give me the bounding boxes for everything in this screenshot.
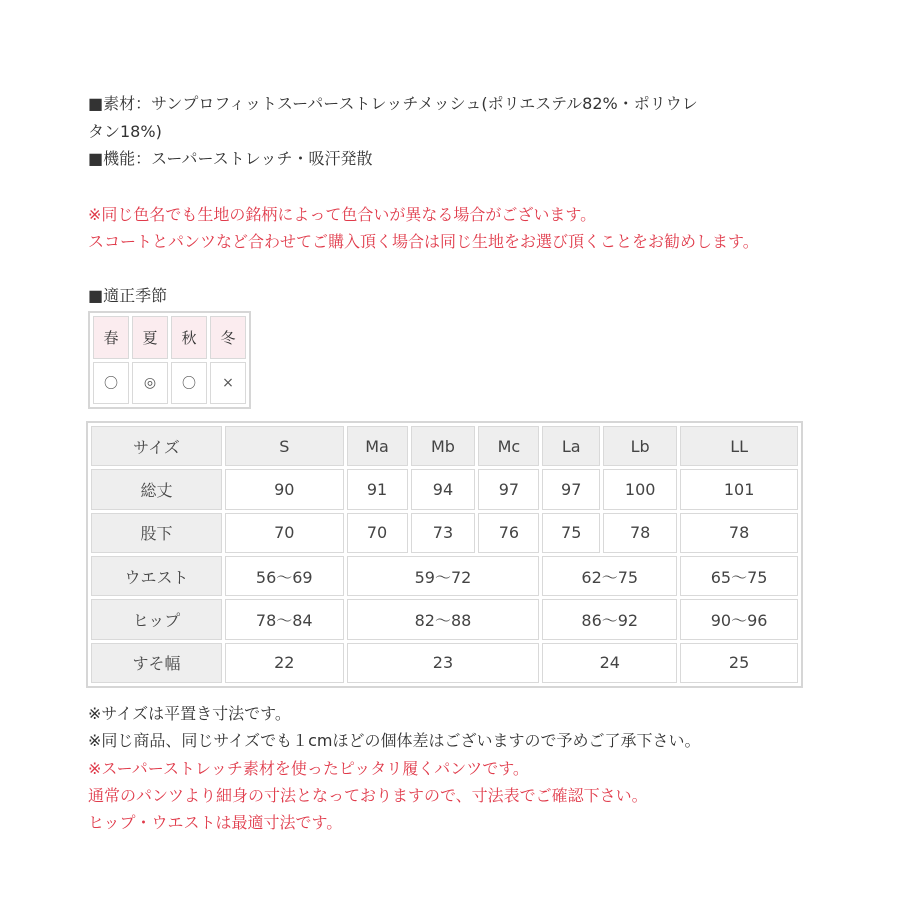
table-cell: 59〜72 — [347, 556, 540, 596]
table-cell: 25 — [680, 643, 798, 683]
table-cell: 101 — [680, 469, 798, 509]
season-header-summer: 夏 — [132, 316, 168, 359]
table-cell: 97 — [542, 469, 600, 509]
table-cell: 23 — [347, 643, 540, 683]
table-row — [91, 426, 798, 466]
table-cell: 90〜96 — [680, 599, 798, 639]
row-header-inseam: 股下 — [91, 513, 222, 553]
table-row — [91, 643, 798, 683]
season-mark-spring: 〇 — [93, 362, 129, 405]
table-cell: 70 — [347, 513, 408, 553]
table-cell: 78〜84 — [225, 599, 344, 639]
table-row — [91, 556, 798, 596]
material-line-cont: タン18%) — [88, 122, 162, 141]
size-header: Lb — [603, 426, 677, 466]
row-header-size: サイズ — [91, 426, 222, 466]
color-note: スコートとパンツなど合わせてご購入頂く場合は同じ生地をお選び頂くことをお勧めします。 — [88, 232, 759, 251]
table-cell: 56〜69 — [225, 556, 344, 596]
season-mark-autumn: 〇 — [171, 362, 207, 405]
row-header-total-length: 総丈 — [91, 469, 222, 509]
footer-red-note: 通常のパンツより細身の寸法となっておりますので、寸法表でご確認下さい。 — [88, 786, 648, 805]
season-header-winter: 冬 — [210, 316, 246, 359]
table-cell: 22 — [225, 643, 344, 683]
season-mark-summer: ◎ — [132, 362, 168, 405]
color-note: ※同じ色名でも生地の銘柄によって色合いが異なる場合がございます。 — [88, 205, 597, 224]
table-cell: 91 — [347, 469, 408, 509]
table-row — [91, 469, 798, 509]
table-cell: 75 — [542, 513, 600, 553]
table-cell: 24 — [542, 643, 677, 683]
table-cell: 86〜92 — [542, 599, 677, 639]
season-header-spring: 春 — [93, 316, 129, 359]
table-cell: 90 — [225, 469, 344, 509]
table-cell: 94 — [411, 469, 476, 509]
table-row — [91, 513, 798, 553]
footer-note: ※同じ商品、同じサイズでも１cmほどの個体差はございますので予めご了承下さい。 — [88, 731, 701, 750]
table-cell: 65〜75 — [680, 556, 798, 596]
size-header: Mc — [478, 426, 539, 466]
table-cell: 78 — [603, 513, 677, 553]
table-cell: 97 — [478, 469, 539, 509]
size-table — [86, 421, 803, 688]
size-header: LL — [680, 426, 798, 466]
row-header-hip: ヒップ — [91, 599, 222, 639]
size-header: S — [225, 426, 344, 466]
table-cell: 70 — [225, 513, 344, 553]
table-cell: 100 — [603, 469, 677, 509]
footer-red-note: ヒップ・ウエストは最適寸法です。 — [88, 813, 343, 832]
footer-red-note: ※スーパーストレッチ素材を使ったピッタリ履くパンツです。 — [88, 759, 529, 778]
table-row — [91, 599, 798, 639]
table-cell: 73 — [411, 513, 476, 553]
season-header-autumn: 秋 — [171, 316, 207, 359]
size-header: Mb — [411, 426, 476, 466]
row-header-waist: ウエスト — [91, 556, 222, 596]
table-cell: 78 — [680, 513, 798, 553]
function-line: ■機能：スーパーストレッチ・吸汗発散 — [88, 149, 373, 168]
size-header: Ma — [347, 426, 408, 466]
season-heading: ■適正季節 — [88, 286, 168, 305]
size-header: La — [542, 426, 600, 466]
material-line: ■素材：サンプロフィットスーパーストレッチメッシュ(ポリエステル82%・ポリウレ — [88, 94, 698, 113]
row-header-hem-width: すそ幅 — [91, 643, 222, 683]
table-cell: 62〜75 — [542, 556, 677, 596]
table-cell: 82〜88 — [347, 599, 540, 639]
season-table — [88, 311, 251, 409]
footer-note: ※サイズは平置き寸法です。 — [88, 704, 291, 723]
season-mark-winter: × — [210, 362, 246, 405]
table-cell: 76 — [478, 513, 539, 553]
